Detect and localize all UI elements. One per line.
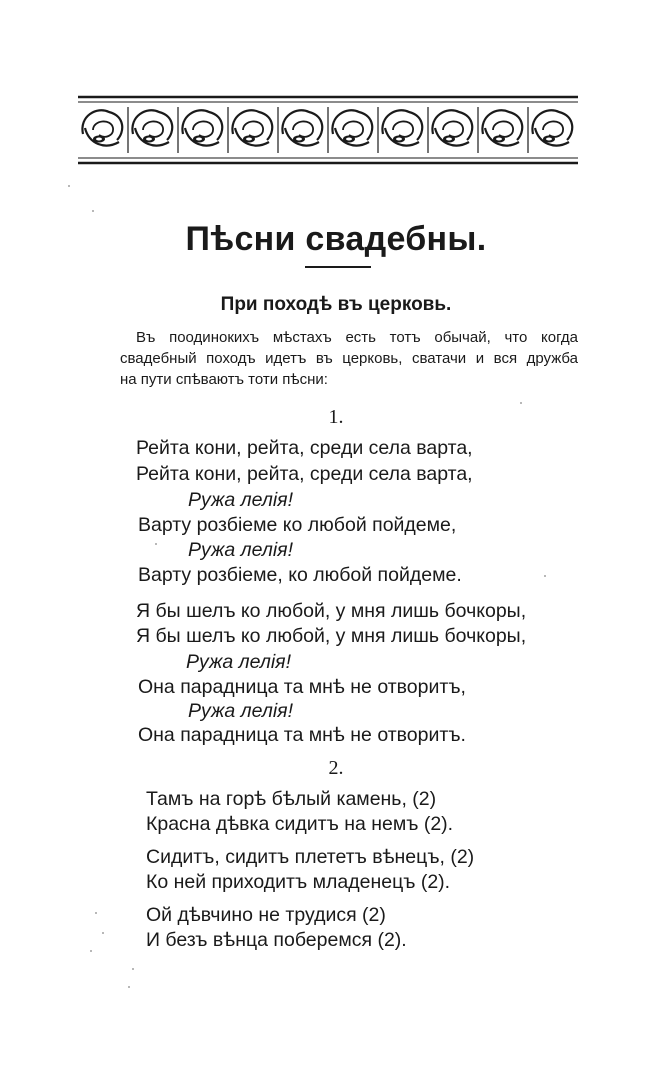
scan-speck [68,185,70,187]
scan-speck [92,210,94,212]
refrain-line: Ружа лелія! [188,700,294,722]
page-title: Пѣсни свадебны. [185,220,487,258]
intro-line: свадебный походъ идетъ въ церковь, сватачи и вся дружба [120,350,578,367]
scan-speck [90,950,92,952]
scan-speck [520,402,522,404]
rose-motif [128,107,172,153]
rose-motif [228,107,272,153]
scan-speck [544,575,546,577]
rose-ornament-icon [78,95,578,165]
verse-line: Ко ней приходитъ младенецъ (2). [146,871,451,893]
verse-line: Варту розбіеме, ко любой пойдеме. [138,564,462,586]
verse-line: Красна дѣвка сидитъ на немъ (2). [146,813,454,835]
rose-motif [478,107,522,153]
verse-line: Я бы шелъ ко любой, у мня лишь бочкоры, [136,600,527,622]
rose-motif [528,107,572,153]
rose-ornament-band [78,95,578,165]
title-divider [305,266,371,268]
refrain-line: Ружа лелія! [186,651,292,673]
rose-motif [178,107,222,153]
scan-speck [102,932,104,934]
scan-speck [95,912,97,914]
scan-speck [155,543,157,545]
refrain-line: Ружа лелія! [188,539,294,561]
verse-line: Она парадница та мнѣ не отворитъ. [138,724,466,746]
song-number: 2. [328,757,344,779]
scan-speck [132,968,134,970]
refrain-line: Ружа лелія! [188,489,294,511]
verse-line: Сидитъ, сидитъ плететъ вѣнецъ, (2) [146,846,475,868]
verse-line: Она парадница та мнѣ не отворитъ, [138,676,466,698]
verse-line: И безъ вѣнца поберемся (2). [146,929,407,951]
song-number: 1. [328,406,344,428]
rose-motif [82,110,122,145]
verse-line: Я бы шелъ ко любой, у мня лишь бочкоры, [136,625,527,647]
verse-line: Тамъ на горѣ бѣлый камень, (2) [146,788,437,810]
intro-line: на пути спѣваютъ тоти пѣсни: [120,371,328,388]
verse-line: Варту розбіеме ко любой пойдеме, [138,514,457,536]
verse-line: Рейта кони, рейта, среди села варта, [136,463,473,485]
scan-speck [128,986,130,988]
rose-motif [378,107,422,153]
rose-motif [428,107,472,153]
section-heading: При походѣ въ церковь. [220,294,452,315]
intro-paragraph [120,327,578,390]
rose-motif [278,107,322,153]
rose-motif [328,107,372,153]
verse-line: Ой дѣвчино не трудися (2) [146,904,386,926]
verse-line: Рейта кони, рейта, среди села варта, [136,437,473,459]
intro-line: Въ поодинокихъ мѣстахъ есть тотъ обычай, что когда [136,329,578,346]
